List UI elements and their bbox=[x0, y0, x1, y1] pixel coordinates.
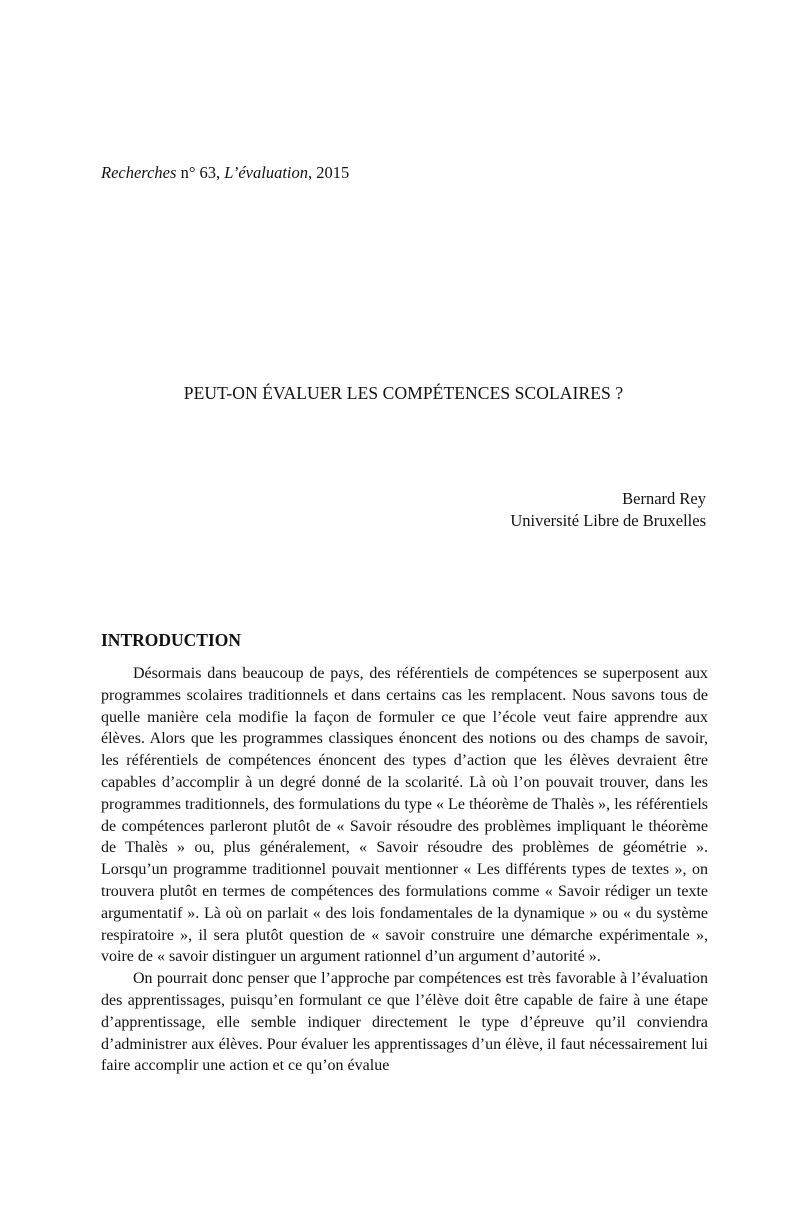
paragraph: Désormais dans beaucoup de pays, des référentiels de compétences se superposent aux programmes scolaires traditionnels et dans certains cas les remplacent. Nous savons tous de quelle manière cela modifie la façon de formuler ce que l’école veut faire apprendre aux élèves. Alors que les programmes classiques énoncent des notions ou des champs de savoir, les référentiels de compétences énoncent des types d’action que les élèves devraient être capables d’accomplir à un degré donné de la scolarité. Là où l’on pouvait trouver, dans les programmes traditionnels, des formulations du type « Le théorème de Thalès », les référentiels de compétences parleront plutôt de « Savoir résoudre des problèmes impliquant le théorème de Thalès » ou, plus généralement, « Savoir résoudre des problèmes de géométrie ». Lorsqu’un programme traditionnel pouvait mentionner « Les différents types de textes », on trouvera plutôt en termes de compétences des formulations comme « Savoir rédiger un texte argumentatif ». Là où on parlait « des lois fondamentales de la dynamique » ou « du système respiratoire », il sera plutôt question de « savoir construire une démarche expérimentale », voire de « savoir distinguer un argument rationnel d’un argument d’autorité ». bbox=[101, 665, 708, 966]
issue-year: , 2015 bbox=[308, 163, 350, 182]
journal-name: Recherches bbox=[101, 163, 177, 182]
author-affiliation: Université Libre de Bruxelles bbox=[510, 511, 706, 530]
body-text bbox=[101, 663, 708, 1077]
author-block bbox=[510, 488, 706, 532]
issue-number: n° 63, bbox=[176, 163, 225, 182]
article-title: PEUT-ON ÉVALUER LES COMPÉTENCES SCOLAIRES ? bbox=[183, 383, 624, 403]
paragraph: On pourrait donc penser que l’approche par compétences est très favorable à l’évaluation des apprentissages, puisqu’en formulant ce que l’élève doit être capable de faire à une étape d’apprentissage, elle semble indiquer directement le type d’épreuve qu’il conviendra d’administrer aux élèves. Pour évaluer les apprentissages d’un élève, il faut nécessairement lui faire accomplir une action et ce qu’on évalue bbox=[101, 970, 708, 1075]
running-header bbox=[101, 163, 349, 183]
issue-theme: L’évaluation bbox=[224, 163, 309, 182]
author-name: Bernard Rey bbox=[622, 489, 706, 508]
section-heading: INTRODUCTION bbox=[101, 630, 242, 650]
